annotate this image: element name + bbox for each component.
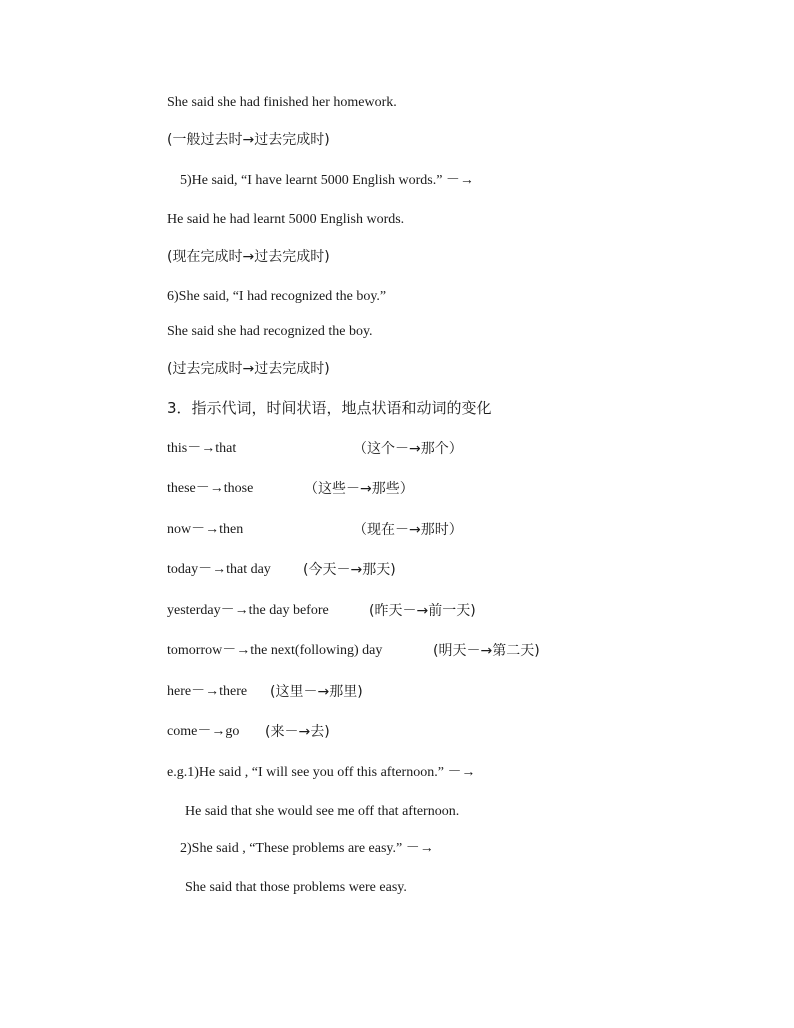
- pair-term: this－→that: [167, 441, 237, 456]
- pair-term: today－→that day: [167, 562, 271, 577]
- example-2-answer: She said that those problems were easy.: [185, 880, 407, 895]
- text-line: She said she had recognized the boy.: [167, 324, 373, 339]
- pair-row: [167, 602, 476, 620]
- pair-row: [167, 642, 540, 660]
- example-6: 6)She said, “I had recognized the boy.”: [167, 289, 387, 304]
- pair-term: now－→then: [167, 522, 244, 537]
- example-5: 5)He said, “I have learnt 5000 English words.” －→: [180, 173, 474, 188]
- example-1: e.g.1)He said , “I will see you off this afternoon.” －→: [167, 765, 476, 780]
- example-2: 2)She said , “These problems are easy.” －→: [180, 841, 434, 856]
- pair-row: [167, 521, 463, 539]
- pair-gloss: (这里－→那里): [270, 684, 363, 700]
- pair-gloss: （这些－→那些）: [304, 481, 414, 497]
- pair-term: yesterday－→the day before: [167, 603, 329, 618]
- pair-term: these－→those: [167, 481, 254, 496]
- pair-gloss: (昨天－→前一天): [369, 603, 476, 619]
- pair-row: [167, 723, 330, 741]
- pair-gloss: （这个－→那个）: [353, 441, 463, 457]
- pair-term: come－→go: [167, 724, 240, 739]
- pair-gloss: （现在－→那时）: [353, 522, 463, 538]
- pair-gloss: (今天－→那天): [303, 562, 396, 578]
- example-1-answer: He said that she would see me off that afternoon.: [185, 804, 460, 819]
- pair-gloss: (来－→去): [265, 724, 330, 740]
- text-line: She said she had finished her homework.: [167, 95, 397, 110]
- pair-term: tomorrow－→the next(following) day: [167, 643, 383, 658]
- tense-note: (现在完成时→过去完成时): [167, 249, 330, 265]
- pair-gloss: (明天－→第二天): [433, 643, 540, 659]
- section-heading: 3．指示代词，时间状语，地点状语和动词的变化: [167, 399, 492, 417]
- tense-note: (一般过去时→过去完成时): [167, 132, 330, 148]
- pair-row: [167, 480, 414, 498]
- text-line: He said he had learnt 5000 English words.: [167, 212, 405, 227]
- pair-row: [167, 440, 463, 458]
- pair-row: [167, 561, 396, 579]
- pair-row: [167, 683, 363, 701]
- tense-note: (过去完成时→过去完成时): [167, 361, 330, 377]
- pair-term: here－→there: [167, 684, 248, 699]
